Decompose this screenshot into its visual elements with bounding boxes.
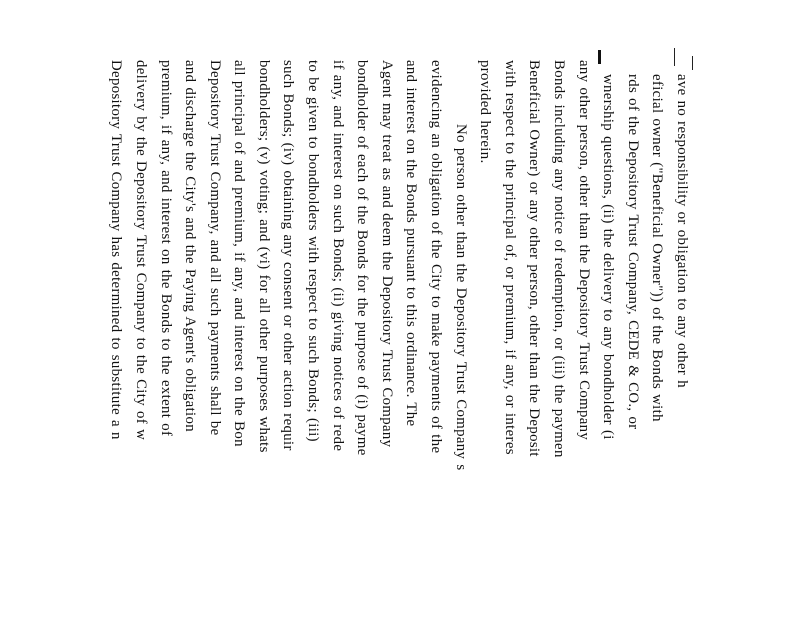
text-line: Depository Trust Company has determined to substitute a n [108,60,125,440]
text-line: evidencing an obligation of the City to make payments of the [428,60,445,454]
text-line: Beneficial Owner) or any other person, other than the Deposit [526,60,543,457]
text-line: with respect to the principal of, or premium, if any, or interes [501,60,518,455]
text-line: No person other than the Depository Trust Company s [452,124,469,471]
text-line: if any, and interest on such Bonds; (ii) giving notices of rede [329,60,346,452]
text-line: bondholder of each of the Bonds for the purpose of (i) payme [354,60,371,456]
text-line: all principal of and premium, if any, and interest on the Bon [231,60,248,447]
text-line: wnership questions, (ii) the delivery to any bondholder (i [600,74,617,440]
text-line: any other person, other than the Depository Trust Company [575,60,592,441]
text-line: delivery by the Depository Trust Company to the City of w [132,60,149,441]
text-line: and interest on the Bonds pursuant to this ordinance. The [403,60,420,427]
text-line: Depository Trust Company, and all such payments shall be [206,60,223,436]
text-line: rds of the Depository Trust Company, CEDE & CO., or [624,74,641,430]
text-line: to be given to bondholders with respect to such Bonds; (iii) [305,60,322,442]
text-line: premium, if any, and interest on the Bonds to the extent of [157,60,174,437]
text-line: bondholders; (v) voting; and (vi) for all other purposes whats [255,60,272,453]
text-line: provided herein. [477,60,494,164]
text-line: ave no responsibility or obligation to any other h [674,74,690,388]
text-line: such Bonds; (iv) obtaining any consent or other action requir [280,60,297,451]
text-line: and discharge the City's and the Paying Agent's obligation [182,60,199,432]
rotated-text-block [104,60,694,618]
text-line: eficial owner ("Beneficial Owner")) of the Bonds with [649,74,666,422]
text-line: Bonds including any notice of redemption, or (iii) the paymen [551,60,568,458]
text-line: Agent may treat as and deem the Depository Trust Company [378,60,395,448]
